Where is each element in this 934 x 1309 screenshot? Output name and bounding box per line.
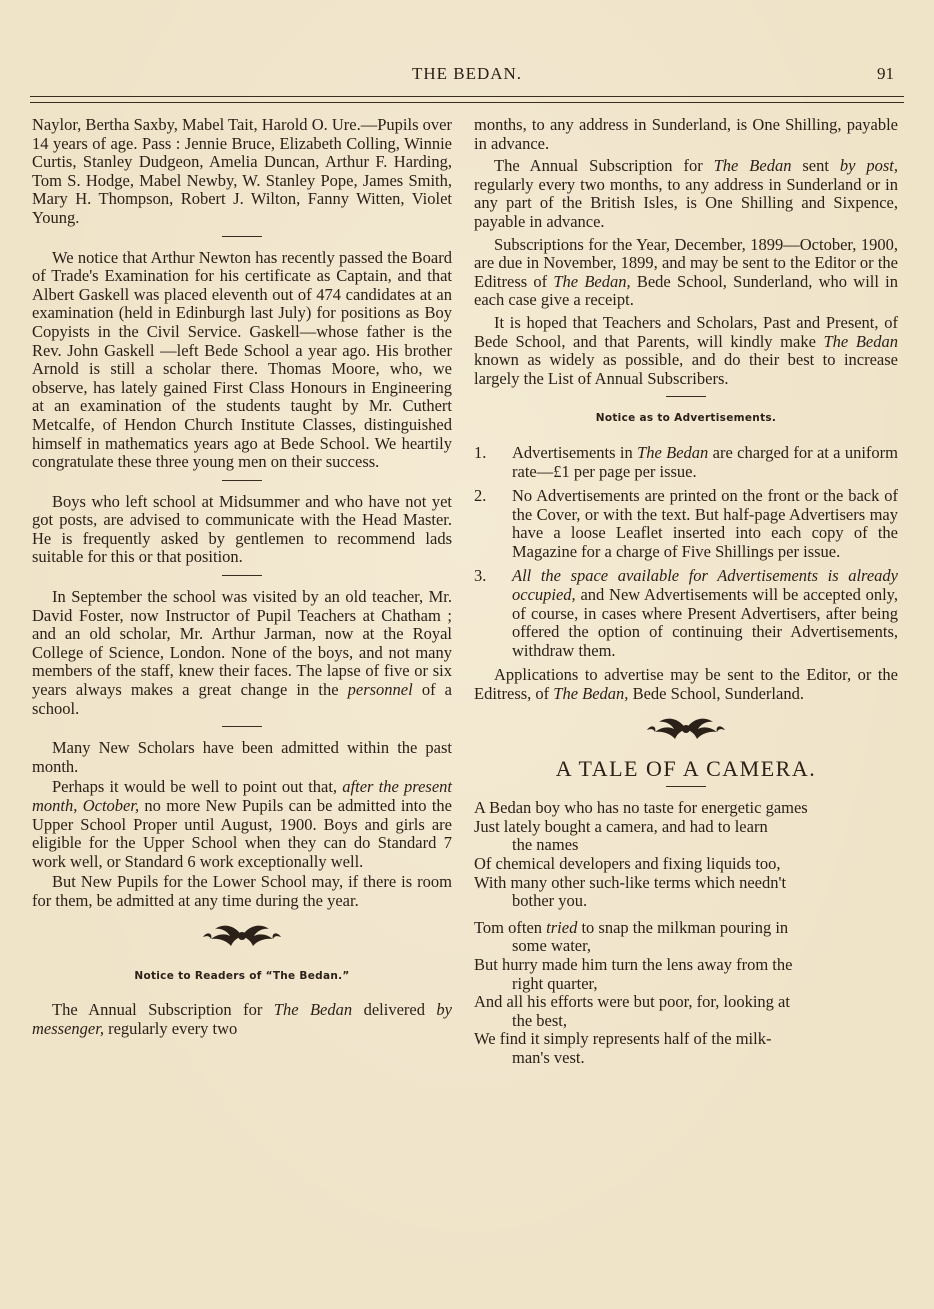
section-divider	[222, 575, 262, 576]
poem-line: the names	[512, 835, 579, 855]
ads-item-1: 1. Advertisements in The Bedan are charged for at a uniform rate—£1 per page per issue.	[474, 442, 898, 481]
subscription-continuation: months, to any address in Sunderland, is One Shilling, payable in advance.	[474, 115, 898, 153]
leaf-ornament-icon	[197, 919, 287, 953]
poem-line: And all his efforts were but poor, for, looking at	[474, 992, 790, 1012]
pupil-list-paragraph: Naylor, Bertha Saxby, Mabel Tait, Harold O. Ure.—Pupils over 14 years of age. Pass : Jennie Bruce, Elizabeth Colling, Winnie Curtis, Stanley Dudgeon, Amelia Duncan, Arthur F. Harding, Tom S. Hodge, Mabel Newby, W. Stanley Pope, James Smith, Mary H. Thompson, Robert J. Wilton, Fanny Witten, Violet Young.	[32, 115, 452, 227]
poem-line: Tom often tried to snap the milkman pouring in	[474, 917, 789, 937]
poem-line: A Bedan boy who has no taste for energetic games	[474, 798, 808, 818]
poem-line: some water,	[512, 936, 592, 956]
poem-line: Of chemical developers and fixing liquids too,	[474, 854, 781, 873]
poem-line: man's vest.	[512, 1047, 585, 1067]
poem-line: We find it simply represents half of the milk-	[474, 1029, 772, 1049]
poem-line: bother you.	[512, 891, 588, 911]
midsummer-leavers-paragraph: Boys who left school at Midsummer and who have not yet got posts, are advised to communicate with the Head Master. He is frequently asked by gentlemen to recommend lads suitable for this or that position.	[32, 491, 452, 567]
section-divider	[666, 396, 706, 397]
subscription-messenger-paragraph: The Annual Subscription for The Bedan delivered by messenger, regularly every two	[32, 1000, 452, 1038]
poem-line: Just lately bought a camera, and had to learn	[474, 816, 768, 836]
school-visit-paragraph: In September the school was visited by an old teacher, Mr. David Foster, now Instructor of Pupil Teachers at Chatham ; and an old scholar, Mr. Arthur Jarman, now at the Royal College of Science, London. None of the boys, and not many members of the staff, knew their faces. The lapse of five or six years always makes a great change in the personnel of a school.	[32, 587, 452, 718]
applications-paragraph: Applications to advertise may be sent to the Editor, or the Editress, of The Bedan, Bede School, Sunderland.	[474, 665, 898, 704]
right-column	[474, 116, 898, 1076]
section-divider	[666, 786, 706, 787]
poem-line: right quarter,	[512, 973, 598, 993]
poem-stanza	[474, 799, 898, 911]
section-divider	[222, 726, 262, 727]
subscriptions-due-paragraph: Subscriptions for the Year, December, 1899—October, 1900, are due in November, 1899, and may be sent to the Editor or the Editress of The Bedan, Bede School, Sunderland, who will in each case give a receipt.	[474, 234, 899, 310]
subscription-post-paragraph: The Annual Subscription for The Bedan sent by post, regularly every two months, to any address in Sunderland or in any part of the British Isles, is One Shilling and Sixpence, payable in advance.	[474, 156, 898, 231]
left-column	[32, 116, 452, 1046]
poem-stanza	[474, 919, 898, 1068]
page-header	[30, 62, 904, 92]
poem-title: A TALE OF A CAMERA.	[555, 755, 817, 781]
hope-paragraph: It is hoped that Teachers and Scholars, Past and Present, of Bede School, and that Parents, will kindly make The Bedan known as widely as possible, and do their best to increase largely the List of Annual Subscribers.	[474, 312, 899, 388]
running-title: THE BEDAN.	[411, 64, 523, 83]
ads-item-2: 2. No Advertisements are printed on the front or the back of the Cover, or with the text. But half-page Advertisers may have a loose Leaflet inserted into each copy of the Magazine for a charge of Five Shillings per issue.	[474, 486, 898, 561]
poem-line: With many other such-like terms which needn't	[474, 872, 787, 892]
new-scholars-paragraph: Many New Scholars have been admitted within the past month.	[32, 738, 452, 776]
poem-body	[474, 799, 898, 1067]
page-number: 91	[877, 64, 894, 83]
newton-gaskell-paragraph: We notice that Arthur Newton has recently passed the Board of Trade's Examination for his certificate as Captain, and that Albert Gaskell was placed eleventh out of 474 candidates at an examination (held in Edinburgh last July) for positions as Boy Copyists in the Civil Service. Gaskell—whose father is the Rev. John Gaskell —left Bede School a year ago. His brother Arnold is still a scholar there. Thomas Moore, who, we observe, has lately gained First Class Honours in Engineering at an examination of the students taught by Mr. Cuthert Metcalfe, of Hendon Church Institute Classes, distinguished himself in mathematics years ago at Bede School. We heartily congratulate these three young men on their success.	[32, 247, 452, 472]
leaf-ornament-icon	[641, 712, 731, 746]
header-rule	[30, 96, 904, 103]
section-divider	[222, 480, 262, 481]
lower-school-paragraph: But New Pupils for the Lower School may, if there is room for them, be admitted at any time during the year.	[32, 872, 452, 910]
notice-ads-heading: Notice as to Advertisements.	[595, 412, 777, 425]
section-divider	[222, 236, 262, 237]
poem-line: the best,	[512, 1010, 567, 1030]
ads-item-3: 3. All the space available for Advertisements is already occupied, and New Advertisements will be accepted only, of course, in cases where Present Advertisers, after being offered the option of continuing their Advertisements, withdraw them.	[474, 566, 898, 660]
notice-readers-heading: Notice to Readers of “The Bedan.”	[134, 969, 350, 982]
admission-paragraph: Perhaps it would be well to point out that, after the present month, October, no more New Pupils can be admitted into the Upper School Proper until August, 1900. Boys and girls are eligible for the Upper School when they can do Standard 7 work well, or Standard 6 work exceptionally well.	[32, 777, 452, 871]
poem-line: But hurry made him turn the lens away from the	[474, 954, 793, 974]
